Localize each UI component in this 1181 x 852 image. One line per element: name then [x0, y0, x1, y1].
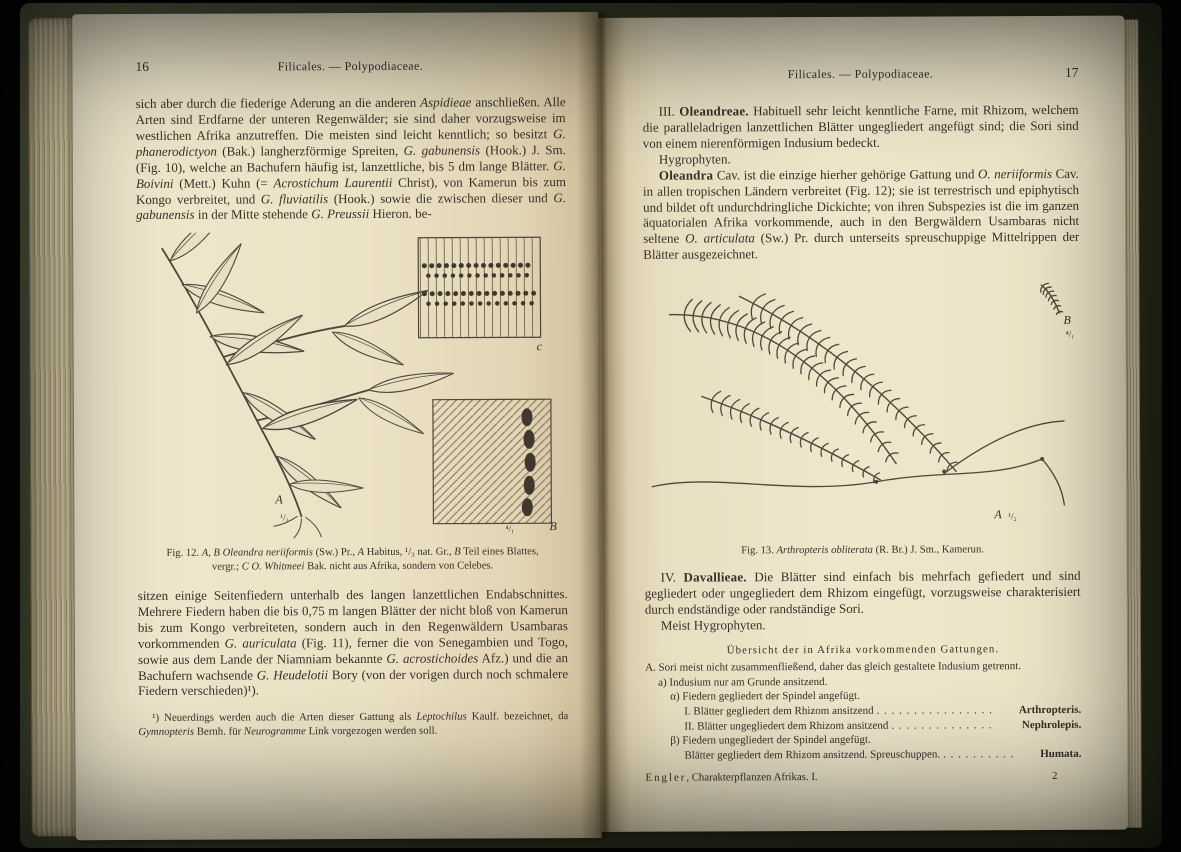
right-running-header [642, 66, 1078, 84]
right-running-title: Filicales. — Polypodiaceae. [787, 66, 934, 82]
section-oleandreae: III. Oleandreae. Habituell sehr leicht kenntliche Farne, mit Rhizom, welchem die paralleladrigen lanzettlichen Blätter ungegliedert angefügt sind; die Sori sind von einem nierenförmigen Indusium bedeckt. [642, 101, 1079, 151]
page-footer [646, 770, 1082, 784]
hygrophyten-line: Hygrophyten. [658, 151, 731, 167]
section-davallieae: IV. Davallieae. Die Blätter sind einfach bis mehrfach gefiedert und sind gegliedert oder ungegliedert dem Rhizom eingefügt, vorzugsweise charakterisiert durch endständige oder randständige Sori. [644, 567, 1081, 617]
left-page-number: 16 [135, 58, 149, 74]
left-page-content [72, 12, 602, 840]
right-page-content [598, 16, 1128, 832]
footnote: ¹) Neuerdings werden auch die Arten dieser Gattung als Leptochilus Kaulf. bezeichnet, da Gymnopteris Bernh. für Neurogramme Link vorgezogen werden soll. [138, 710, 569, 739]
genus-name: Humata. [1040, 747, 1082, 760]
right-page-number: 17 [1064, 64, 1079, 80]
fig12-label-b: B [549, 519, 557, 534]
fig13-scale-b: ⁴/₁ [1065, 329, 1075, 340]
left-running-title: Filicales. — Polypodiaceae. [277, 58, 424, 74]
fig12-caption: Fig. 12. A, B Oleandra neriiformis (Sw.) Pr., A Habitus, ¹/₃ nat. Gr., B Teil eines Blattes, vergr.; C O. Whitmeei Bak. nicht aus Afrika, sondern von Celebes. [166, 546, 539, 573]
key-row-text: a) Indusium nur am Grunde ansitzend. [658, 675, 828, 689]
fig12-oleandra-illustration [136, 231, 567, 543]
figure-13 [643, 273, 1084, 543]
genus-key-heading: Übersicht der in Afrika vorkommenden Gattungen. [726, 642, 1000, 657]
left-page-stack-edge [28, 18, 78, 836]
key-row [645, 659, 1081, 676]
fig12-scale-b: ⁴/₁ [505, 523, 515, 534]
key-row-text: A. Sori meist nicht zusammenfließend, daher das gleich gestaltete Indusium getrennt. [645, 660, 1022, 674]
key-row-text: α) Fiedern gegliedert der Spindel angefügt. [670, 690, 860, 703]
dot-leaders: . . . . . . . . . . . . . . . . [876, 704, 993, 717]
figure-12 [136, 231, 567, 543]
fig13-label-a: A [994, 507, 1002, 522]
paragraph-after-figure: sitzen einige Seitenfiedern unterhalb des langen lanzettlichen Endabschnittes. Mehrere Fiedern haben die bis 0,75 m langen Blätter der nicht bloß von Kamerun bis zum Kongo verbreiteten, sondern auch in den Regenwäldern Usambaras vorkommenden G. auriculata (Fig. 11), ferner die von Senegambien und Togo, sowie aus dem Lande der Niamniam bekannte G. acrostichoides Afz.) und die an Bachufern wachsende G. Heudelotii Bory (von der vorigen durch noch schmalere Fiedern verschieden)¹). [137, 586, 569, 699]
key-row [684, 717, 1081, 733]
genus-key-rows [645, 659, 1081, 763]
key-row-text: Blätter gegliedert dem Rhizom ansitzend. Spreuschuppen. [684, 748, 941, 762]
left-page [72, 12, 602, 840]
right-page [598, 16, 1128, 832]
publisher-signature: Engler, Charakterpflanzen Afrikas. I. [645, 771, 818, 785]
key-row-text: I. Blätter gegliedert dem Rhizom ansitzend [684, 704, 874, 718]
dot-leaders: . . . . . . . . . . [943, 747, 1015, 761]
paragraph-gymnogramme-continuation: sich aber durch die fiederige Aderung an die anderen Aspidieae anschließen. Alle Arten sind Erdfarne der unteren Regenwälder; sie sind daher vorzugsweise im westlichen Afrika anzutreffen. Die meisten sind leicht kenntlich; so besitzt G. phanerodictyon (Bak.) langherzförmige Spreiten, G. gabunensis (Hook.) J. Sm. (Fig. 10), welche an Bachufern häufig ist, lanzettliche, bis 5 dm lange Blätter. G. Boivini (Mett.) Kuhn (= Acrostichum Laurentii Christ), von Kamerun bis zum Kongo verbreitet, und G. fluviatilis (Hook.) sowie die zwischen dieser und G. gabunensis in der Mitte stehende G. Preussii Hieron. be- [135, 94, 567, 223]
fig13-caption: Fig. 13. Arthropteris obliterata (R. Br.) J. Sm., Kamerun. [741, 544, 984, 557]
fig12-scale-a: ¹/₃ [280, 512, 289, 523]
fig12-label-a: A [275, 492, 283, 507]
fig13-arthropteris-illustration [643, 273, 1084, 543]
fig13-scale-a: ¹/₂ [1008, 511, 1017, 522]
dot-leaders: . . . . . . . . . . . . . . [891, 718, 993, 732]
meist-hygrophyten-line: Meist Hygrophyten. [660, 616, 766, 633]
genus-name: Nephrolepis. [1021, 718, 1082, 731]
sheet-number: 2 [1052, 770, 1058, 783]
fig12-label-c: c [536, 339, 543, 354]
left-running-header [135, 58, 565, 76]
key-row-text: β) Fiedern ungegliedert der Spindel angefügt. [670, 733, 871, 747]
paragraph-oleandra: Oleandra Cav. ist die einzige hierher gehörige Gattung und O. neriiformis Cav. in allen tropischen Ländern verbreitet (Fig. 12); sie ist terrestrisch und epiphytisch und bildet oft undurchdringliche Dickichte; von ihren Subspezies ist die im ganzen äquatorialen Afrika vorkommende, auch in den Bergwäldern Usambaras nicht seltene O. articulata (Sw.) Pr. durch unterseits spreuschuppige Mittelrippen der Blätter ausgezeichnet. [642, 165, 1080, 263]
genus-key [645, 642, 1082, 764]
genus-name: Arthropteris. [1018, 703, 1082, 717]
fig13-label-b: B [1063, 313, 1071, 328]
key-row [684, 747, 1081, 763]
key-row-text: II. Blätter ungegliedert dem Rhizom ansitzend [684, 719, 889, 733]
